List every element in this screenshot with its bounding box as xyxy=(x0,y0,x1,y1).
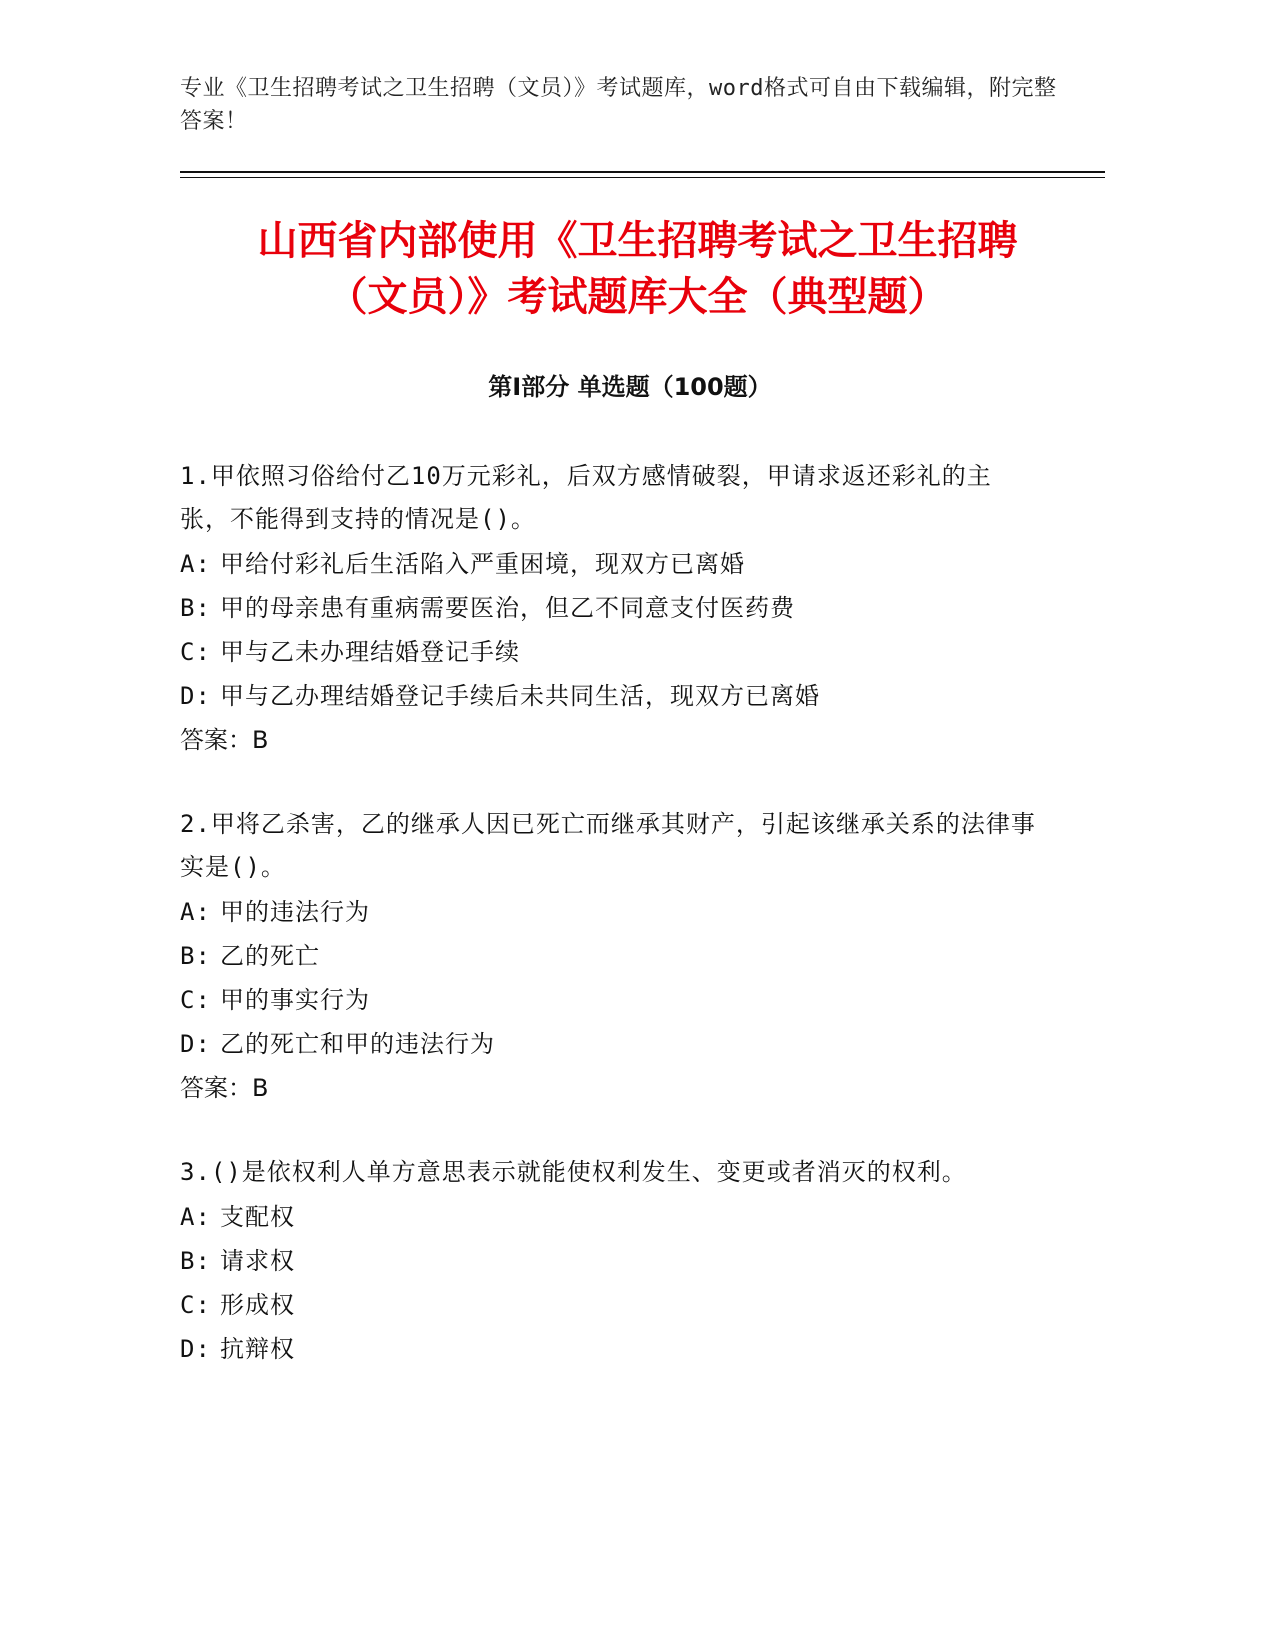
option-letter: B: xyxy=(180,594,211,622)
question-1 xyxy=(180,455,1040,762)
option-letter: C: xyxy=(180,1291,211,1319)
question-stem: 1.甲依照习俗给付乙10万元彩礼，后双方感情破裂，甲请求返还彩礼的主张，不能得到支持的情况是()。 xyxy=(180,462,992,533)
header-divider-thin xyxy=(180,177,1105,178)
document-title-line-1: 山西省内部使用《卫生招聘考试之卫生招聘 xyxy=(257,218,1018,264)
question-stem: 2.甲将乙杀害，乙的继承人因已死亡而继承其财产，引起该继承关系的法律事实是()。 xyxy=(180,810,1036,881)
option-text: 甲给付彩礼后生活陷入严重困境，现双方已离婚 xyxy=(220,550,745,578)
option-b xyxy=(180,586,1040,630)
option-c xyxy=(180,978,1040,1022)
option-letter: D: xyxy=(180,1030,211,1058)
option-text: 形成权 xyxy=(220,1291,295,1319)
option-b xyxy=(180,1239,1040,1283)
document-title xyxy=(150,213,1125,325)
option-d xyxy=(180,1327,1040,1371)
option-letter: A: xyxy=(180,898,211,926)
header-divider-thick xyxy=(180,171,1105,173)
option-text: 甲的事实行为 xyxy=(220,986,370,1014)
option-text: 抗辩权 xyxy=(220,1335,295,1363)
option-a xyxy=(180,542,1040,586)
question-3 xyxy=(180,1151,1040,1371)
option-c xyxy=(180,630,1040,674)
option-letter: D: xyxy=(180,682,211,710)
option-letter: B: xyxy=(180,942,211,970)
option-c xyxy=(180,1283,1040,1327)
option-letter: C: xyxy=(180,986,211,1014)
document-title-line-2: （文员）》考试题库大全（典型题） xyxy=(327,274,948,320)
option-d xyxy=(180,1022,1040,1066)
option-letter: D: xyxy=(180,1335,211,1363)
option-text: 甲与乙未办理结婚登记手续 xyxy=(220,638,520,666)
option-letter: C: xyxy=(180,638,211,666)
option-b xyxy=(180,934,1040,978)
option-text: 请求权 xyxy=(220,1247,295,1275)
option-a xyxy=(180,890,1040,934)
option-text: 甲与乙办理结婚登记手续后未共同生活，现双方已离婚 xyxy=(220,682,820,710)
question-stem: 3.()是依权利人单方意思表示就能使权利发生、变更或者消灭的权利。 xyxy=(180,1158,967,1186)
option-text: 甲的违法行为 xyxy=(220,898,370,926)
option-letter: A: xyxy=(180,550,211,578)
option-text: 乙的死亡和甲的违法行为 xyxy=(220,1030,495,1058)
section-heading: 第Ⅰ部分 单选题（100题） xyxy=(488,373,772,401)
option-a xyxy=(180,1195,1040,1239)
question-2 xyxy=(180,803,1040,1110)
option-text: 甲的母亲患有重病需要医治，但乙不同意支付医药费 xyxy=(220,594,795,622)
answer: 答案：B xyxy=(180,726,269,754)
answer: 答案：B xyxy=(180,1074,269,1102)
header-note: 专业《卫生招聘考试之卫生招聘（文员）》考试题库，word格式可自由下载编辑，附完整答案！ xyxy=(180,76,1057,134)
option-text: 支配权 xyxy=(220,1203,295,1231)
option-letter: A: xyxy=(180,1203,211,1231)
option-text: 乙的死亡 xyxy=(220,942,320,970)
option-d xyxy=(180,674,1040,718)
option-letter: B: xyxy=(180,1247,211,1275)
